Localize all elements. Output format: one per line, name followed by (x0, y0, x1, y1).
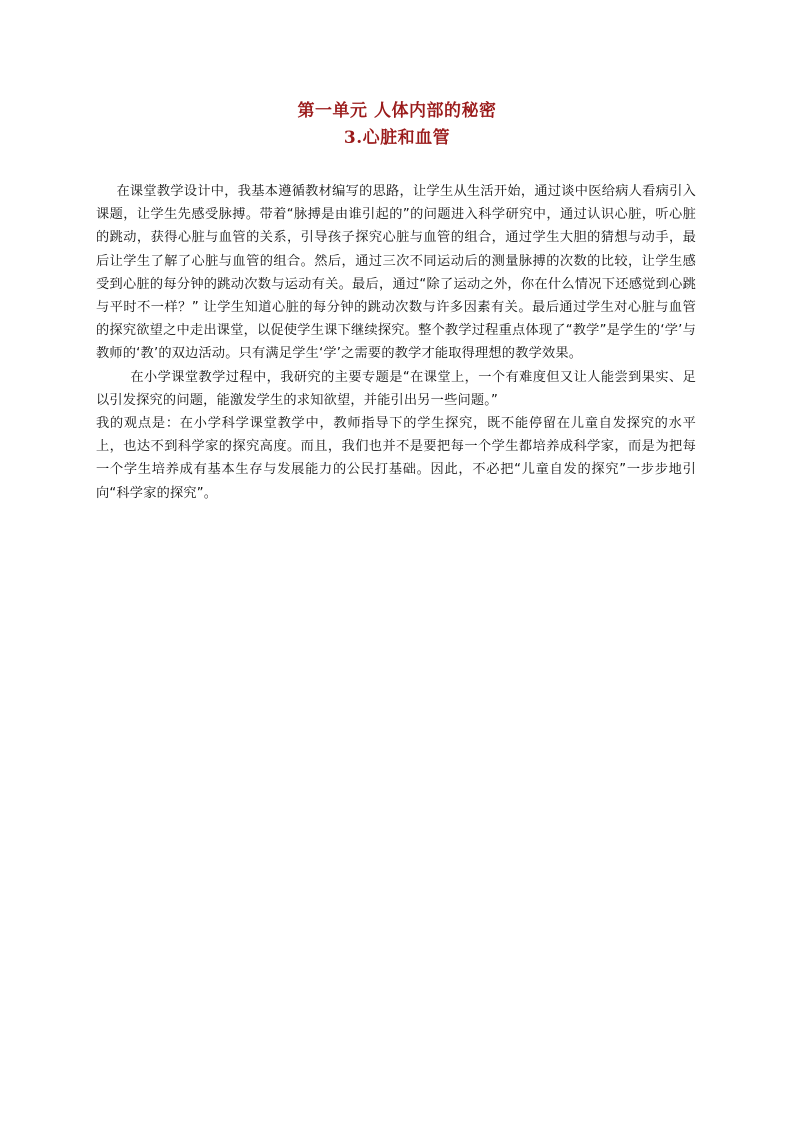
paragraph-research-topic: 在小学课堂教学过程中，我研究的主要专题是“在课堂上，一个有难度但又让人能尝到果实、足以引发探究的问题，能激发学生的求知欲望，并能引出另一些问题。” (96, 369, 696, 408)
paragraph-teaching-design: 在课堂教学设计中，我基本遵循教材编写的思路，让学生从生活开始，通过谈中医给病人看病引入课题，让学生先感受脉搏。带着“脉搏是由谁引起的”的问题进入科学研究中，通过认识心脏，听心脏的跳动，获得心脏与血管的关系，引导孩子探究心脏与血管的组合，通过学生大胆的猜想与动手，最后让学生了解了心脏与血管的组合。然后，通过三次不同运动后的测量脉搏的次数的比较，让学生感受到心脏的每分钟的跳动次数与运动有关。最后，通过“除了运动之外，你在什么情况下还感觉到心跳与平时不一样？” 让学生知道心脏的每分钟的跳动次数与许多因素有关。最后通过学生对心脏与血管的探究欲望之中走出课堂，以促使学生课下继续探究。整个教学过程重点体现了“教学”是学生的‘学’与教师的‘教’的双边活动。只有满足学生‘学’之需要的教学才能取得理想的教学效果。 (96, 184, 696, 362)
lesson-title: 3.心脏和血管 (343, 128, 451, 148)
title-block (0, 98, 794, 152)
document-body (96, 180, 696, 505)
unit-title: 第一单元 人体内部的秘密 (297, 101, 497, 121)
paragraph-viewpoint: 我的观点是：在小学科学课堂教学中，教师指导下的学生探究，既不能停留在儿童自发探究的水平上，也达不到科学家的探究高度。而且，我们也并不是要把每一个学生都培养成科学家，而是为把每一个学生培养成有基本生存与发展能力的公民打基础。因此，不必把“儿童自发的探究”一步步地引向“科学家的探究”。 (96, 416, 696, 501)
